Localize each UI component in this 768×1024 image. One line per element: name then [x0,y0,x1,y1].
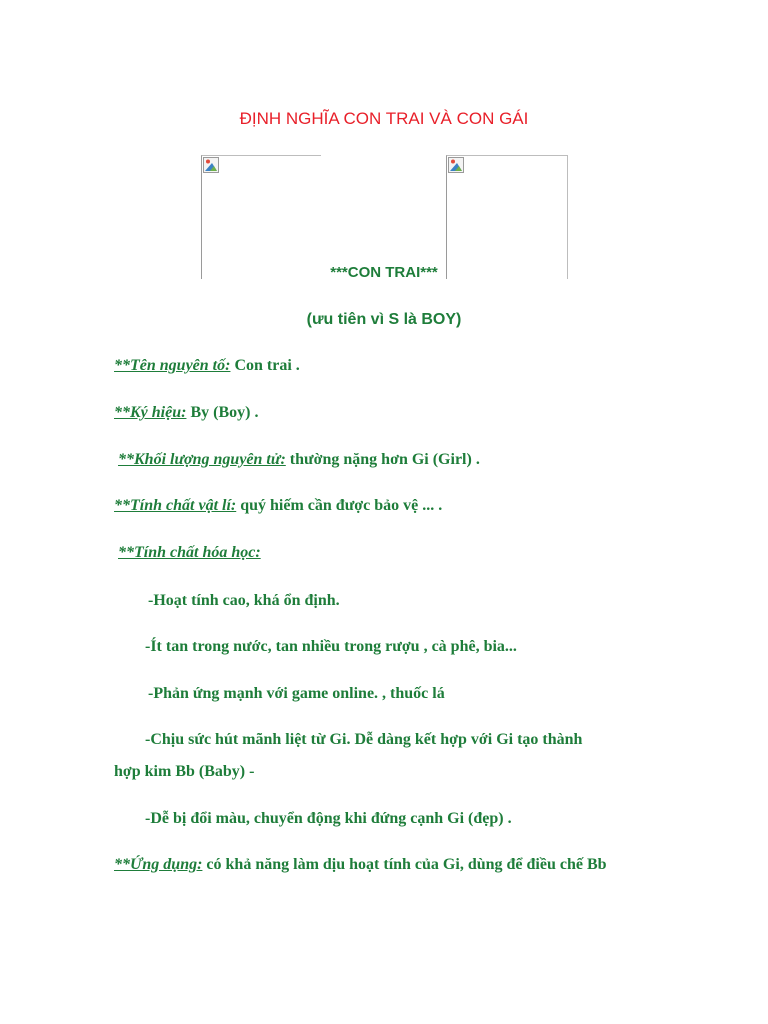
mass-label: **Khối lượng nguyên tử: [118,451,286,468]
physical-label: **Tính chất vật lí: [114,497,237,514]
chemical-line [118,544,261,562]
image-placeholder-left [201,155,321,279]
section-subheading: (ưu tiên vì S là BOY) [306,311,462,328]
broken-image-icon [203,157,219,173]
name-label: **Tên nguyên tố: [114,357,231,374]
usage-label: **Ứng dụng: [114,856,203,873]
symbol-label: **Ký hiệu: [114,404,187,421]
name-value: Con trai . [230,357,300,374]
document-title: ĐỊNH NGHĨA CON TRAI VÀ CON GÁI [239,109,529,128]
physical-line [114,497,442,515]
symbol-line [114,404,258,422]
mass-line [118,451,480,469]
chemical-label: **Tính chất hóa học: [118,544,261,561]
usage-line [114,856,607,874]
chem-property-5: -Dễ bị đổi màu, chuyển động khi đứng cạnh Gi (đẹp) . [145,810,512,827]
usage-value: có khả năng làm dịu hoạt tính của Gi, dùng để điều chế Bb [202,856,607,873]
chem-property-3: -Phản ứng mạnh với game online. , thuốc lá [148,685,445,702]
image-placeholder-right [446,155,568,279]
name-line [114,357,300,375]
broken-image-icon [448,157,464,173]
physical-value: quý hiếm cần được bảo vệ ... . [236,497,443,514]
chem-property-1: -Hoạt tính cao, khá ổn định. [148,592,340,609]
chem-property-2: -Ít tan trong nước, tan nhiều trong rượu , cà phê, bia... [145,638,517,655]
section-heading: ***CON TRAI*** [330,264,438,281]
mass-value: thường nặng hơn Gi (Girl) . [285,451,480,468]
chem-property-4: -Chịu sức hút mãnh liệt từ Gi. Dễ dàng kết hợp với Gi tạo thành [145,731,583,748]
chem-property-4-cont: hợp kim Bb (Baby) - [114,763,255,780]
symbol-value: By (Boy) . [186,404,259,421]
